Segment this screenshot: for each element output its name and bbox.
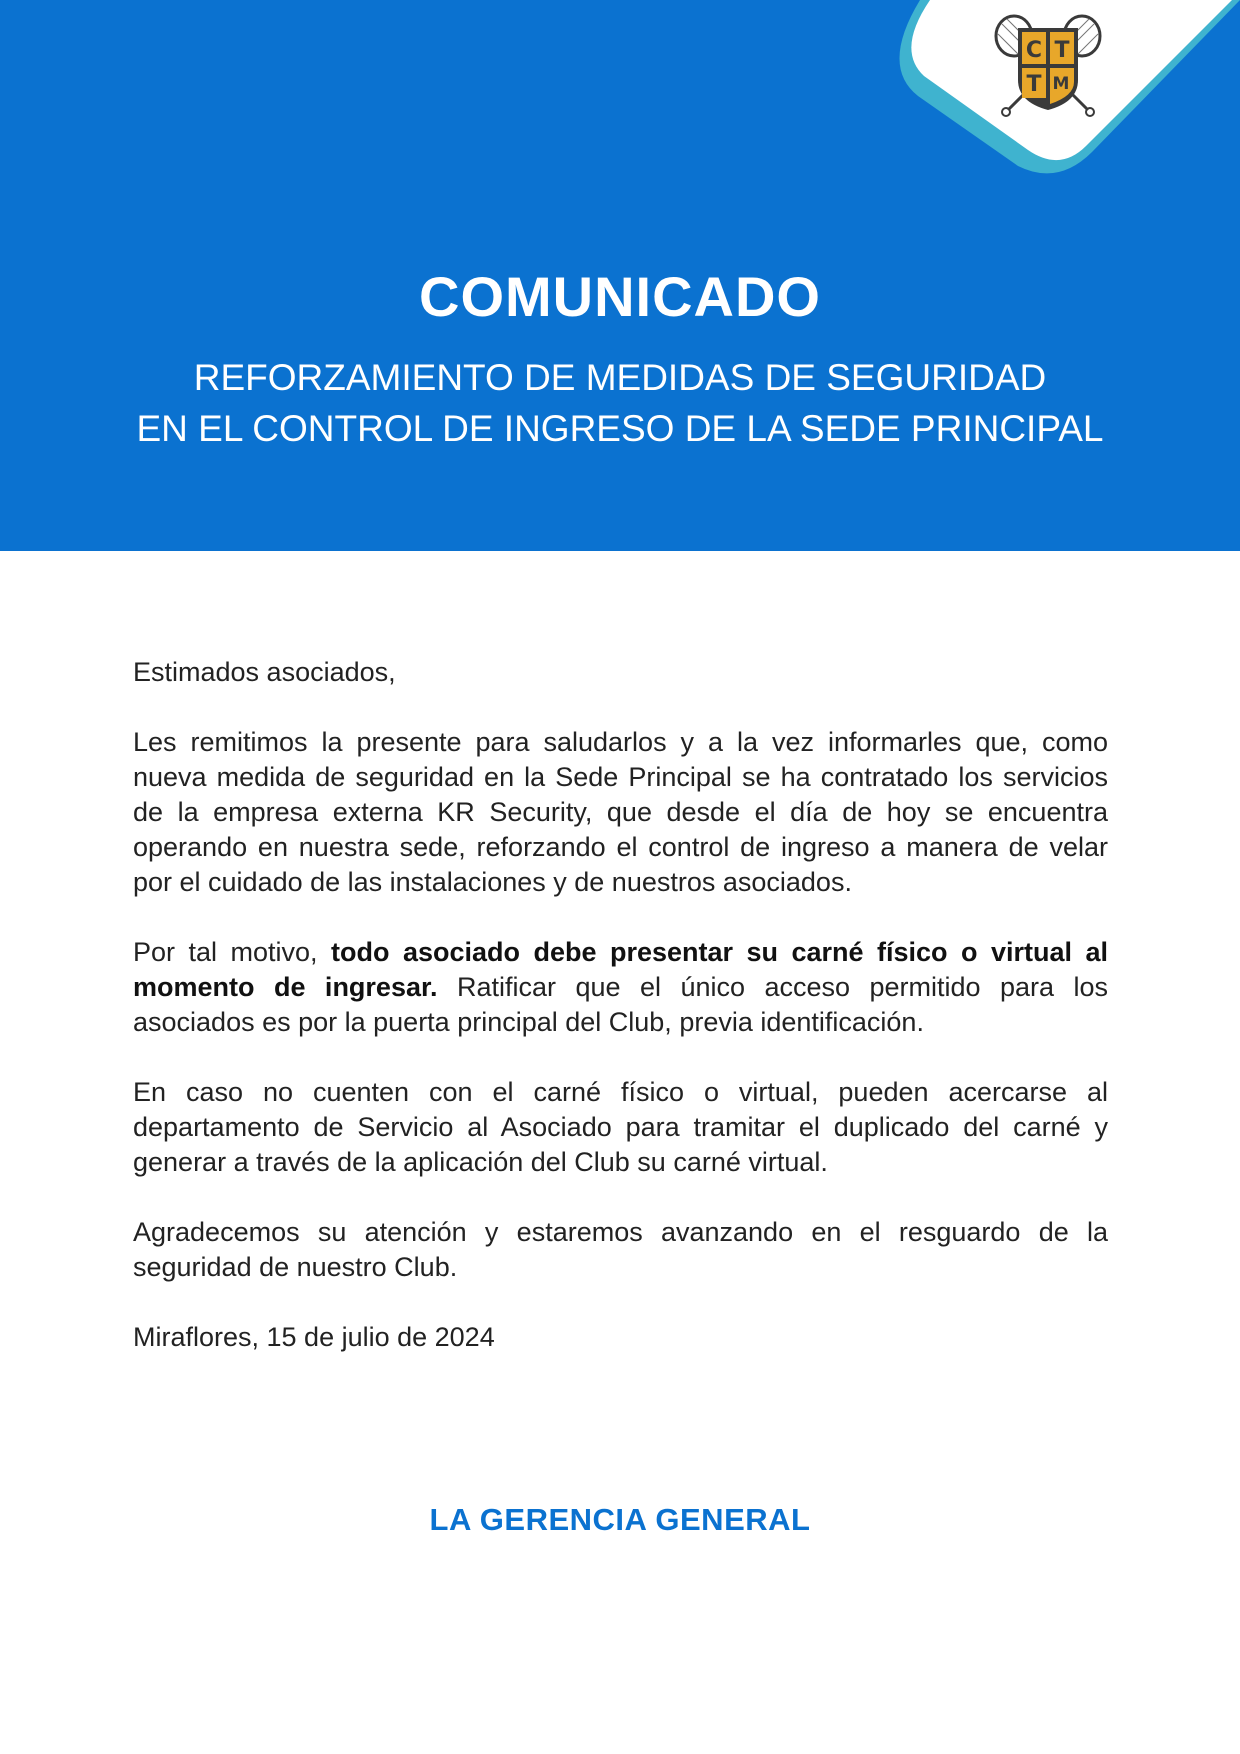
logo-letter-4: M — [1052, 74, 1070, 94]
page-subtitle — [0, 352, 1240, 454]
logo-letter-1: C — [1025, 38, 1043, 63]
requirement-intro: Por tal motivo, — [133, 937, 331, 967]
subtitle-line-1: REFORZAMIENTO DE MEDIDAS DE SEGURIDAD — [193, 357, 1047, 398]
place-date: Miraflores, 15 de julio de 2024 — [133, 1322, 495, 1352]
paragraph-duplicate-card: En caso no cuenten con el carné físico o virtual, pueden acercarse al departamento de Servicio al Asociado para tramitar el duplicado del carné y generar a través de la aplicación del Club su carné virtual. — [133, 1077, 1108, 1177]
signature: LA GERENCIA GENERAL — [429, 1502, 811, 1537]
paragraph-requirement — [133, 935, 1108, 1040]
subtitle-line-2: EN EL CONTROL DE INGRESO DE LA SEDE PRINCIPAL — [136, 408, 1104, 449]
club-logo — [992, 10, 1104, 118]
logo-letter-3: T — [1026, 72, 1042, 97]
header-banner — [0, 0, 1240, 551]
paragraph-intro: Les remitimos la presente para saludarlos y a la vez informarles que, como nueva medida de seguridad en la Sede Principal se ha contratado los servicios de la empresa externa KR Security, que desde el día de hoy se encuentra operando en nuestra sede, reforzando el control de ingreso a manera de velar por el cuidado de las instalaciones y de nuestros asociados. — [133, 727, 1108, 897]
paragraph-thanks: Agradecemos su atención y estaremos avanzando en el resguardo de la seguridad de nuestro Club. — [133, 1217, 1108, 1282]
requirement-highlight: todo asociado debe presentar su carné físico o virtual al momento de ingresar. — [133, 937, 1109, 1002]
page-title: COMUNICADO — [419, 265, 821, 328]
requirement-rest: Ratificar que el único acceso permitido para los asociados es por la puerta principal del Club, previa identificación. — [133, 972, 1108, 1037]
greeting: Estimados asociados, — [133, 657, 396, 687]
letter-body — [133, 655, 1108, 1390]
logo-letter-2: T — [1054, 38, 1070, 63]
